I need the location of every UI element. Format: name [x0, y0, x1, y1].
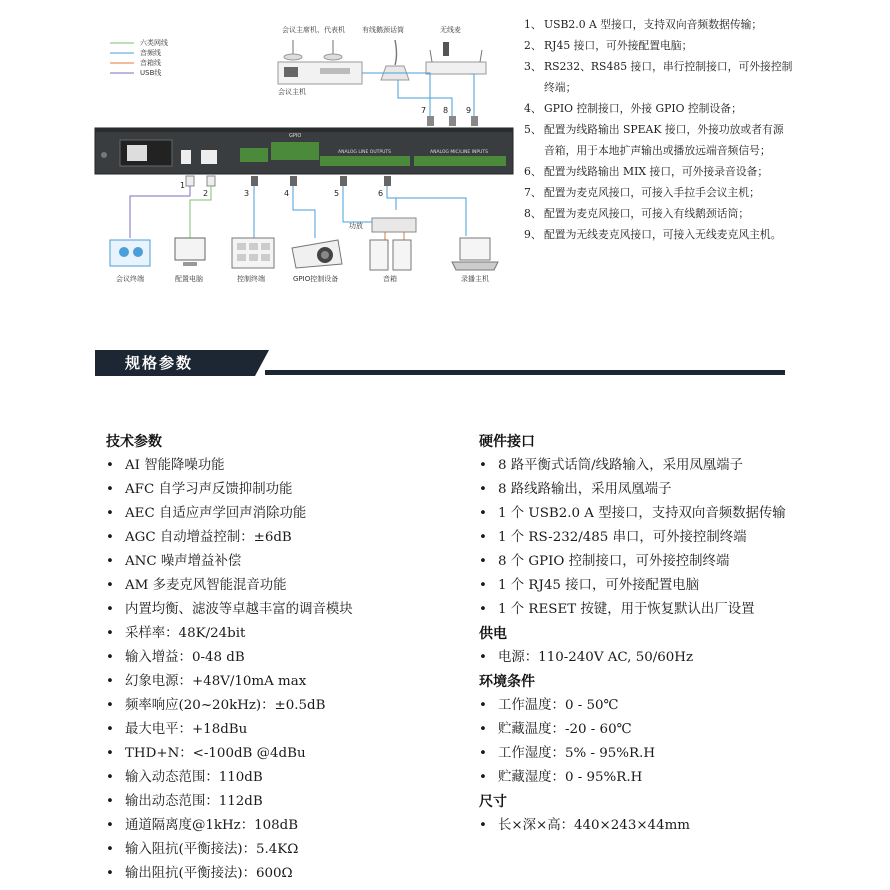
hardware-list: [479, 454, 799, 622]
spec-item: • 最大电平：+18dBu: [106, 718, 456, 742]
note-item: 5、 配置为线路输出 SPEAK 接口，外接功放或者有源音箱，用于本地扩声输出或播放远端音频信号；: [524, 123, 784, 157]
spec-item: • 1 个 USB2.0 A 型接口，支持双向音频数据传输: [479, 502, 799, 526]
device-label: 音箱: [383, 275, 397, 283]
spec-item: • 长×深×高：440×243×44mm: [479, 814, 799, 838]
port-notes-list: [524, 14, 794, 245]
note-item: 6、 配置为线路输出 MIX 接口，可外接录音设备；: [524, 165, 769, 178]
spec-item: • 输出动态范围：112dB: [106, 790, 456, 814]
control-terminal-icon: [232, 238, 274, 268]
spec-item: • AM 多麦克风智能混音功能: [106, 574, 456, 598]
spec-item: • 内置均衡、滤波等卓越丰富的调音模块: [106, 598, 456, 622]
note-item: 1、 USB2.0 A 型接口，支持双向音频数据传输；: [524, 18, 763, 31]
section-divider: [265, 370, 785, 375]
spec-item: • 8 路平衡式话筒/线路输入，采用凤凰端子: [479, 454, 799, 478]
gooseneck-label: 有线鹅颈话筒: [362, 26, 404, 34]
power-title: 供电: [479, 626, 507, 642]
config-pc-icon: [175, 238, 205, 266]
svg-text:ANALOG MIC/LINE INPUTS: ANALOG MIC/LINE INPUTS: [430, 150, 488, 155]
wireless-mic-label: 无线麦: [440, 26, 461, 34]
spec-item: • AGC 自动增益控制：±6dB: [106, 526, 456, 550]
port-number-3: 3: [244, 189, 250, 198]
legend-label: 六类网线: [140, 39, 168, 47]
spec-item: • THD+N：<-100dB @4dBu: [106, 742, 456, 766]
spec-section-header: [95, 350, 785, 376]
svg-text:ANALOG LINE OUTPUTS: ANALOG LINE OUTPUTS: [338, 150, 392, 155]
note-item: 2、 RJ45 接口，可外接配置电脑；: [524, 39, 693, 52]
note-item: 7、 配置为麦克风接口，可接入手拉手会议主机；: [524, 186, 760, 199]
spec-item: • AEC 自适应声学回声消除功能: [106, 502, 456, 526]
recording-host-icon: [452, 238, 498, 270]
port-number-2: 2: [203, 189, 209, 198]
device-label: 录播主机: [461, 275, 489, 283]
spec-item: • 输入阻抗(平衡接法)：5.4KΩ: [106, 838, 456, 862]
gpio-terminal: [271, 142, 319, 160]
speaker-icon: [370, 240, 411, 270]
hardware-title: 硬件接口: [479, 434, 535, 450]
cable-legend: [110, 38, 168, 77]
amplifier-label: 功放: [349, 222, 363, 230]
spec-item: • 1 个 RJ45 接口，可外接配置电脑: [479, 574, 799, 598]
device-label: 会议终端: [116, 275, 144, 283]
spec-item: • 输出阻抗(平衡接法)：600Ω: [106, 862, 456, 886]
spec-item: • ANC 噪声增益补偿: [106, 550, 456, 574]
device-label: 控制终端: [237, 275, 265, 283]
tech-params-column: [106, 430, 456, 886]
conference-host-label: 会议主机: [278, 88, 306, 96]
spec-item: • 贮藏温度：-20 - 60℃: [479, 718, 799, 742]
port-number-5: 5: [334, 189, 340, 198]
size-list: [479, 814, 799, 838]
spec-item: • 输入动态范围：110dB: [106, 766, 456, 790]
note-item: 3、 RS232、RS485 接口，串行控制接口，可外接控制终端；: [524, 60, 793, 94]
amplifier-icon: [372, 218, 416, 232]
device-label: 配置电脑: [175, 275, 203, 283]
environment-list: [479, 694, 799, 790]
section-title: 规格参数: [95, 350, 255, 376]
legend-label: USB线: [140, 69, 162, 77]
wireless-receiver-icon: [426, 42, 486, 74]
note-item: 9、 配置为无线麦克风接口，可接入无线麦克风主机。: [524, 228, 782, 241]
mic-input-terminal: [414, 156, 506, 166]
note-item: 8、 配置为麦克风接口，可接入有线鹅颈话筒；: [524, 207, 750, 220]
spec-item: • 1 个 RESET 按键，用于恢复默认出厂设置: [479, 598, 799, 622]
spec-item: • 工作湿度：5% - 95%R.H: [479, 742, 799, 766]
port-number-7: 7: [421, 106, 427, 115]
rj45-port-icon: [201, 150, 217, 164]
spec-item: • 电源：110-240V AC, 50/60Hz: [479, 646, 799, 670]
tech-params-list: [106, 454, 456, 886]
chairman-mic-icon: [284, 40, 342, 60]
audio-processor-panel: [95, 128, 513, 174]
port-number-9: 9: [466, 106, 472, 115]
spec-item: • 采样率：48K/24bit: [106, 622, 456, 646]
chairman-unit-label: 会议主席机、代表机: [282, 26, 345, 34]
port-number-4: 4: [284, 189, 290, 198]
port-number-6: 6: [378, 189, 384, 198]
line-output-terminal: [320, 156, 410, 166]
power-list: [479, 646, 799, 670]
port-number-1: 1: [180, 181, 186, 190]
spec-item: • 工作温度：0 - 50℃: [479, 694, 799, 718]
device-label: GPIO控制设备: [293, 275, 339, 283]
spec-item: • 贮藏湿度：0 - 95%R.H: [479, 766, 799, 790]
spec-item: • AI 智能降噪功能: [106, 454, 456, 478]
spec-item: • AFC 自学习声反馈抑制功能: [106, 478, 456, 502]
tech-params-title: 技术参数: [106, 434, 162, 450]
spec-item: • 通道隔离度@1kHz：108dB: [106, 814, 456, 838]
spec-item: • 幻象电源：+48V/10mA max: [106, 670, 456, 694]
legend-label: 音箱线: [140, 59, 161, 67]
legend-label: 音频线: [140, 49, 161, 57]
spec-item: • 1 个 RS-232/485 串口，可外接控制终端: [479, 526, 799, 550]
spec-item: • 8 个 GPIO 控制接口，可外接控制终端: [479, 550, 799, 574]
spec-item: • 8 路线路输出，采用凤凰端子: [479, 478, 799, 502]
conference-terminal-icon: [110, 240, 150, 266]
spec-item: • 输入增益：0-48 dB: [106, 646, 456, 670]
hardware-column: [479, 430, 799, 838]
spec-item: • 频率响应(20~20kHz)：±0.5dB: [106, 694, 456, 718]
environment-title: 环境条件: [479, 674, 535, 690]
svg-text:GPIO: GPIO: [289, 133, 302, 139]
gooseneck-mic-icon: [381, 40, 409, 80]
size-title: 尺寸: [479, 794, 507, 810]
port-number-8: 8: [443, 106, 449, 115]
usb-port-icon: [181, 150, 191, 164]
note-item: 4、 GPIO 控制接口，外接 GPIO 控制设备；: [524, 102, 742, 115]
gpio-projector-icon: [292, 240, 342, 268]
